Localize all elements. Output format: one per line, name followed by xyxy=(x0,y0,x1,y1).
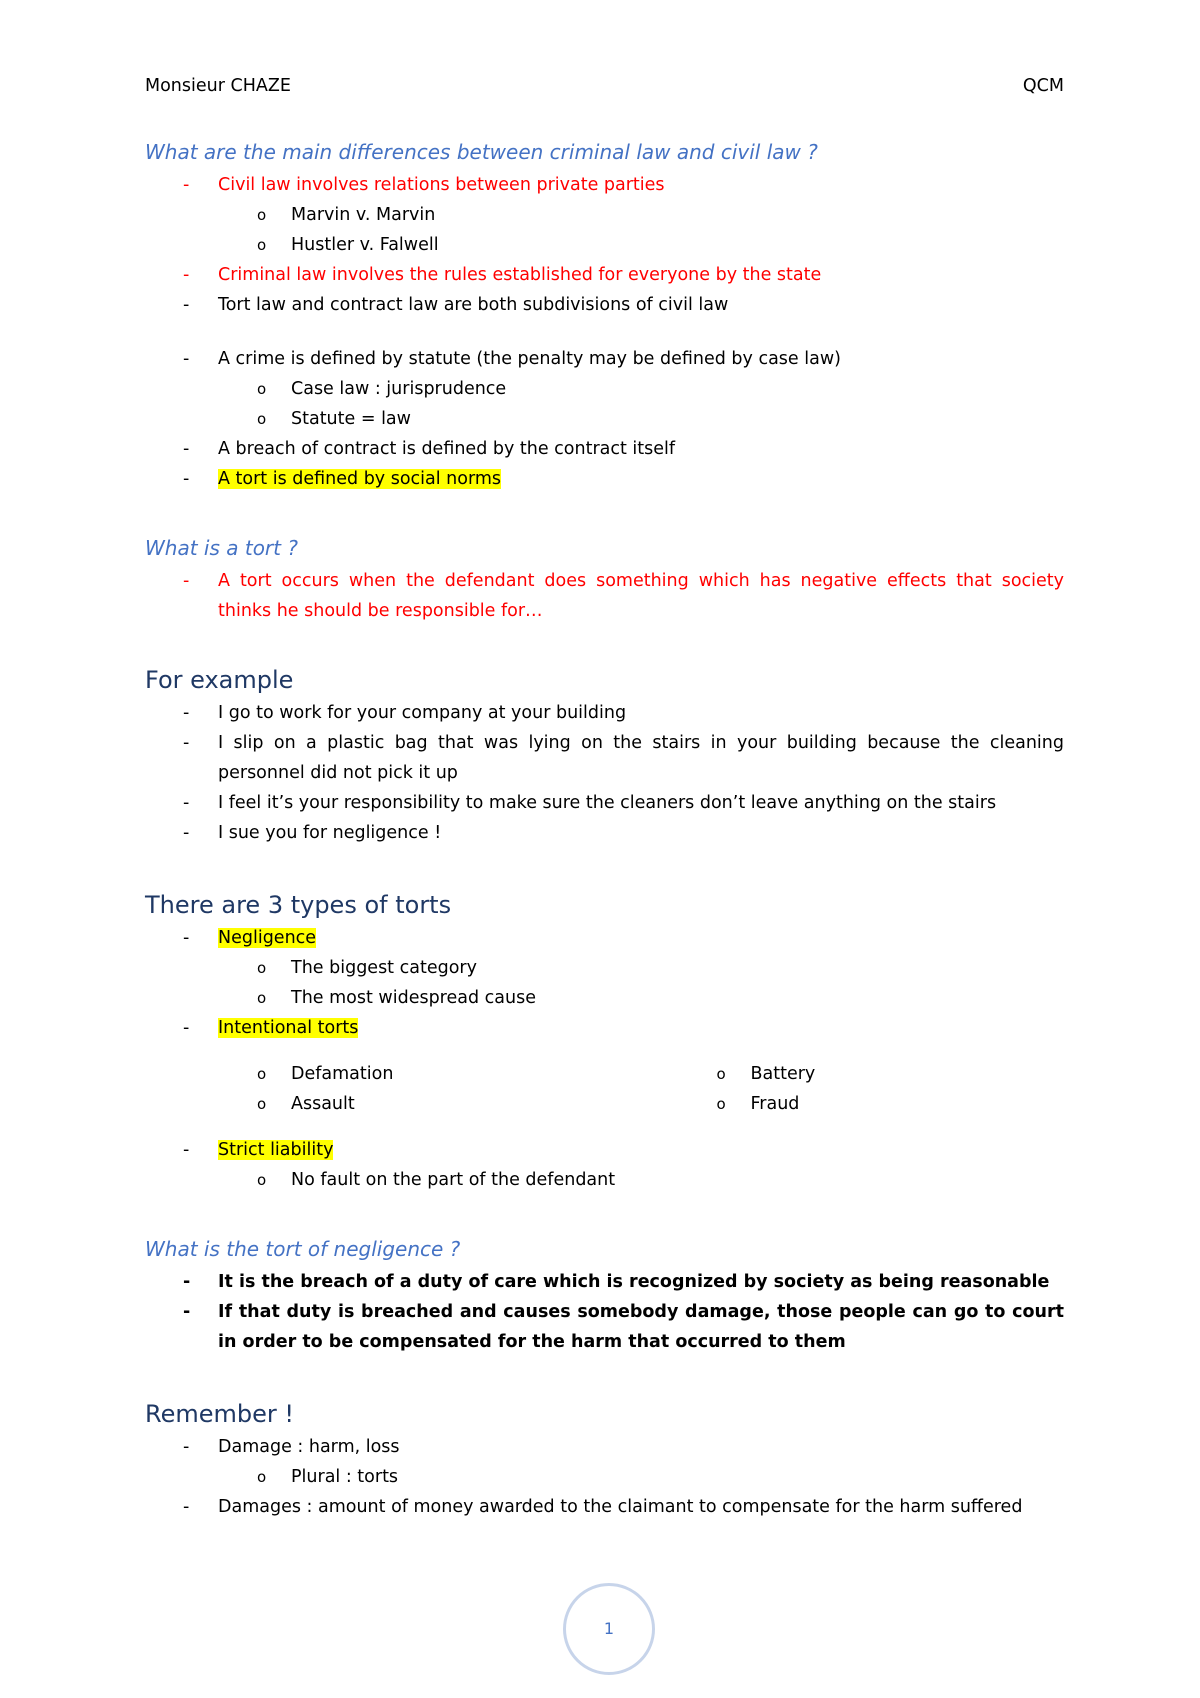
highlight-tort-social-norms: A tort is defined by social norms xyxy=(218,469,502,489)
sub-assault: o Assault xyxy=(145,1089,605,1119)
spacer xyxy=(145,626,1064,665)
heading-remember: Remember ! xyxy=(145,1400,295,1428)
sub-widespread-cause: o The most widespread cause xyxy=(145,983,1064,1013)
bullet-civil-law: - Civil law involves relations between private parties xyxy=(145,170,1064,200)
spacer xyxy=(145,1357,1064,1399)
sub-no-fault: o No fault on the part of the defendant xyxy=(145,1165,1064,1195)
sub-statute: o Statute = law xyxy=(145,404,1064,434)
example-item: - I slip on a plastic bag that was lying on the stairs in your building because the cleaning personnel did not pick it up xyxy=(145,728,1064,788)
intentional-col-left xyxy=(145,1059,605,1119)
highlight-negligence: Negligence xyxy=(218,928,317,948)
question-tort-of-negligence: What is the tort of negligence ? xyxy=(145,1237,461,1261)
bullet-tort-definition: - A tort occurs when the defendant does something which has negative effects that society thinks he should be responsible for… xyxy=(145,566,1064,626)
bullet-breach-contract: - A breach of contract is defined by the contract itself xyxy=(145,434,1064,464)
highlight-intentional-torts: Intentional torts xyxy=(218,1018,359,1038)
page-number: 1 xyxy=(563,1583,655,1675)
question-criminal-vs-civil: What are the main differences between criminal law and civil law ? xyxy=(145,140,818,164)
bullet-tort-contract: - Tort law and contract law are both subdivisions of civil law xyxy=(145,290,1064,320)
intentional-col-right xyxy=(605,1059,1065,1119)
example-item: - I sue you for negligence ! xyxy=(145,818,1064,848)
bullet-breach-of-duty: - It is the breach of a duty of care which is recognized by society as being reasonable xyxy=(145,1267,1064,1297)
example-item: - I feel it’s your responsibility to make sure the cleaners don’t leave anything on the stairs xyxy=(145,788,1064,818)
example-item: - I go to work for your company at your building xyxy=(145,698,1064,728)
bullet-intentional-torts xyxy=(145,1013,1064,1043)
sub-biggest-category: o The biggest category xyxy=(145,953,1064,983)
spacer xyxy=(145,848,1064,890)
bullet-compensation: - If that duty is breached and causes somebody damage, those people can go to court in order to be compensated for the harm that occurred to them xyxy=(145,1297,1064,1357)
spacer xyxy=(145,1119,1064,1135)
document-body xyxy=(145,140,1064,1522)
heading-types-of-torts: There are 3 types of torts xyxy=(145,891,452,919)
question-what-is-tort: What is a tort ? xyxy=(145,536,298,560)
intentional-torts-columns xyxy=(145,1059,1064,1119)
highlight-strict-liability: Strict liability xyxy=(218,1140,334,1160)
bullet-strict-liability xyxy=(145,1135,1064,1165)
bullet-negligence xyxy=(145,923,1064,953)
header-author: Monsieur CHAZE xyxy=(145,76,291,96)
sub-fraud: o Fraud xyxy=(605,1089,1065,1119)
sub-case-marvin: o Marvin v. Marvin xyxy=(145,200,1064,230)
bullet-criminal-law: - Criminal law involves the rules established for everyone by the state xyxy=(145,260,1064,290)
bullet-crime-statute: - A crime is defined by statute (the penalty may be defined by case law) xyxy=(145,344,1064,374)
sub-case-law: o Case law : jurisprudence xyxy=(145,374,1064,404)
header-title: QCM xyxy=(1022,76,1064,96)
bullet-damages: - Damages : amount of money awarded to the claimant to compensate for the harm suffered xyxy=(145,1492,1064,1522)
spacer xyxy=(145,320,1064,344)
bullet-tort-social-norms xyxy=(145,464,1064,494)
sub-defamation: o Defamation xyxy=(145,1059,605,1089)
sub-case-hustler: o Hustler v. Falwell xyxy=(145,230,1064,260)
spacer xyxy=(145,1043,1064,1059)
heading-for-example: For example xyxy=(145,666,294,694)
bullet-damage: - Damage : harm, loss xyxy=(145,1432,1064,1462)
spacer xyxy=(145,494,1064,536)
sub-plural: o Plural : torts xyxy=(145,1462,1064,1492)
sub-battery: o Battery xyxy=(605,1059,1065,1089)
spacer xyxy=(145,1195,1064,1237)
